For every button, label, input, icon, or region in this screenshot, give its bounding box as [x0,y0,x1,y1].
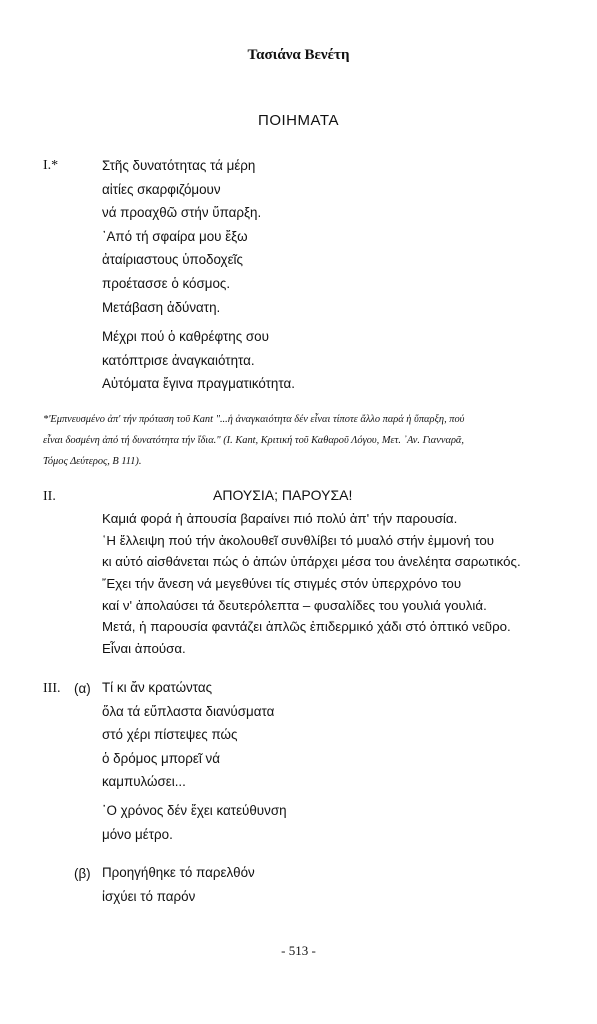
poem-line: Στῆς δυνατότητας τά μέρη [102,158,256,173]
poem-3-part-a-stanza-2 [102,799,287,846]
poem-line: ῎Εχει τήν ἄνεση νά μεγεθύνει τίς στιγμές στόν ὑπερχρόνο του [102,576,462,592]
poem-line: κατόπτρισε ἀναγκαιότητα. [102,352,255,368]
footnote-line: Τόμος Δεύτερος, Β 111). [43,456,142,467]
poem-line: ᾿Από τή σφαίρα μου ἔξω [102,228,248,244]
poem-1-number: I.* [43,158,59,173]
poem-line: κι αὐτό αἰσθάνεται πώς ὁ ἀπών ὑπάρχει μέσα του ἀνελέητα σαρωτικός. [102,554,521,570]
poem-line: ὅλα τά εὔπλαστα διανύσματα [102,703,275,719]
poem-line: προέτασσε ὁ κόσμος. [102,275,231,291]
poem-line: Αὐτόματα ἔγινα πραγματικότητα. [102,376,295,392]
poem-2-title: ΑΠΟΥΣΙΑ; ΠΑΡΟΥΣΑ! [213,487,353,503]
poem-1-stanza-2 [102,325,295,396]
poem-line: Τί κι ἄν κρατώντας [102,680,213,695]
poem-line: Καμιά φορά ἡ ἀπουσία βαραίνει πιό πολύ ἀπ' τήν παρουσία. [102,511,458,526]
poem-line: Προηγήθηκε τό παρελθόν [102,865,255,880]
poem-3-part-a-stanza-1 [102,676,274,794]
poem-line: ἀταίριαστους ὑποδοχεῖς [102,252,243,268]
poem-line: αἰτίες σκαρφιζόμουν [102,181,221,197]
poem-line: νά προαχθῶ στήν ὕπαρξη. [102,205,262,221]
poem-line: ῾Ο χρόνος δέν ἔχει κατεύθυνση [102,803,287,818]
poem-3-number: III. [43,681,61,696]
poem-line: μόνο μέτρο. [102,826,173,842]
poem-line: καί ν' ἀπολαύσει τά δευτερόλεπτα – φυσαλίδες του γουλιά γουλιά. [102,597,487,613]
poem-line: Εἶναι ἀπούσα. [102,641,186,657]
poem-line: ὁ δρόμος μπορεῖ νά [102,750,220,766]
collection-title: ΠΟΙΗΜΑΤΑ [258,112,339,129]
poem-1-footnote [43,409,464,472]
poem-line: στό χέρι πίστεψες πώς [102,727,238,743]
poem-line: Μέχρι πού ὁ καθρέφτης σου [102,329,269,344]
poem-2-number: II. [43,489,56,504]
poem-line: ἰσχύει τό παρόν [102,888,196,904]
poem-line: ῾Η ἔλλειψη πού τήν ἀκολουθεῖ συνθλίβει τό μυαλό στήν ἐμμονή του [102,532,495,548]
footnote-line: *'Εμπνευσμένο ἀπ' τήν πρόταση τοῦ Kant "...ἡ ἀναγκαιότητα δέν εἶναι τίποτε ἄλλο παρά ἡ ὕπαρξη, πού [43,414,465,425]
poem-2-body [102,508,521,660]
author-name: Τασιάνα Βενέτη [247,47,350,63]
poem-line: Μετά, ἡ παρουσία φαντάζει ἁπλῶς ἐπιδερμικό χάδι στό ὀπτικό νεῦρο. [102,619,511,635]
page-number: - 513 - [281,943,316,958]
footnote-line: εἶναι δοσμένη ἀπό τή δυνατότητα τήν ἴδια." (I. Kant, Κριτική τοῦ Καθαροῦ Λόγου, Μετ. ᾿Αν. Γιανναρᾶ, [43,435,464,446]
poem-line: Μετάβαση ἀδύνατη. [102,299,221,315]
poem-line: καμπυλώσει... [102,774,186,790]
poem-3-part-b-label: (β) [74,866,91,881]
poem-3-part-a-label: (α) [74,681,91,696]
poem-1-stanza-1 [102,154,261,319]
poem-3-part-b-body [102,861,255,908]
